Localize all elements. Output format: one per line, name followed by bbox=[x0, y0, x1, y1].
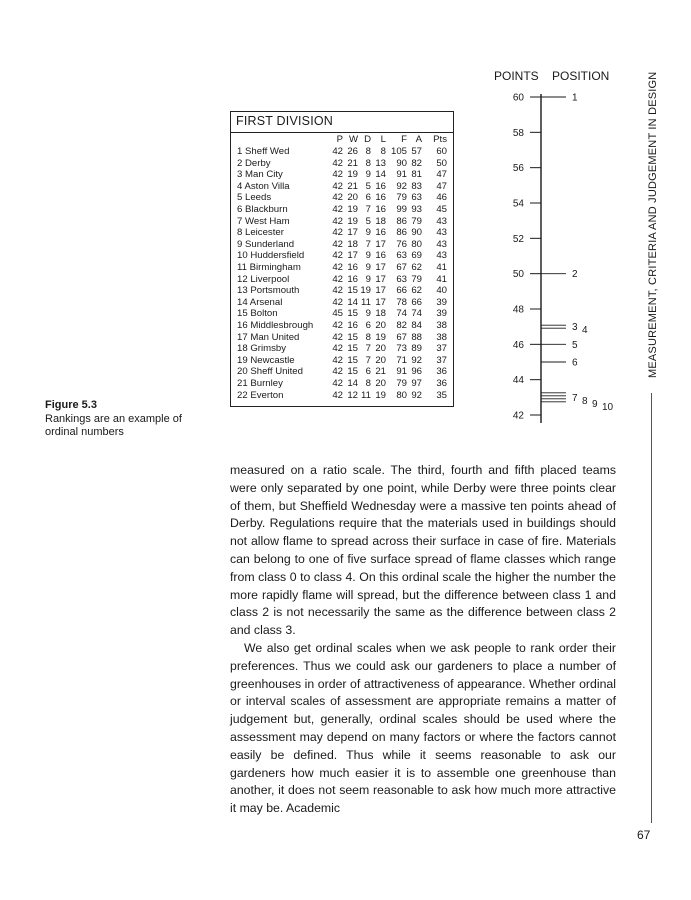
lost-cell: 17 bbox=[375, 296, 386, 308]
lost-cell: 19 bbox=[375, 389, 386, 401]
points-tick-label: 44 bbox=[512, 375, 524, 387]
points-cell: 39 bbox=[436, 296, 447, 308]
points-cell: 36 bbox=[436, 366, 447, 378]
for-cell: 91 bbox=[396, 366, 407, 378]
team-name: 6 Blackburn bbox=[237, 204, 288, 215]
against-cell: 82 bbox=[411, 157, 422, 169]
lost-cell: 13 bbox=[375, 157, 386, 169]
for-cell: 79 bbox=[396, 192, 407, 204]
points-cell: 50 bbox=[436, 157, 447, 169]
table-row bbox=[231, 297, 455, 309]
against-cell: 57 bbox=[411, 146, 422, 157]
position-label: 7 bbox=[572, 392, 578, 404]
team-name: 19 Newcastle bbox=[237, 354, 295, 366]
drawn-cell: 7 bbox=[365, 204, 371, 215]
played-cell: 45 bbox=[332, 308, 343, 320]
points-tick-label: 48 bbox=[512, 304, 524, 316]
against-cell: 90 bbox=[411, 227, 422, 239]
lost-cell: 16 bbox=[375, 192, 386, 204]
won-cell: 16 bbox=[347, 320, 358, 331]
drawn-cell: 8 bbox=[365, 157, 371, 169]
points-cell: 60 bbox=[436, 146, 447, 157]
points-cell: 47 bbox=[436, 169, 447, 181]
table-row bbox=[231, 216, 455, 228]
points-tick-label: 52 bbox=[512, 233, 524, 245]
played-cell: 42 bbox=[332, 378, 343, 389]
played-cell: 42 bbox=[332, 389, 343, 401]
drawn-cell: 5 bbox=[365, 180, 371, 192]
played-cell: 42 bbox=[332, 250, 343, 262]
for-cell: 71 bbox=[396, 354, 407, 366]
table-row bbox=[231, 204, 455, 216]
for-cell: 86 bbox=[396, 215, 407, 227]
against-cell: 92 bbox=[411, 354, 422, 366]
won-cell: 19 bbox=[347, 169, 358, 181]
table-row bbox=[231, 192, 455, 204]
points-cell: 46 bbox=[436, 192, 447, 204]
figure-caption bbox=[45, 399, 195, 440]
won-cell: 17 bbox=[347, 227, 358, 239]
points-axis-label: POINTS bbox=[494, 69, 539, 83]
scale-drawing bbox=[513, 93, 614, 424]
lost-cell: 16 bbox=[375, 204, 386, 215]
col-header-for: F bbox=[401, 134, 407, 145]
won-cell: 14 bbox=[347, 378, 358, 389]
points-cell: 43 bbox=[436, 227, 447, 239]
for-cell: 78 bbox=[396, 296, 407, 308]
table-row bbox=[231, 308, 455, 320]
for-cell: 105 bbox=[390, 146, 407, 157]
points-cell: 43 bbox=[436, 238, 447, 250]
against-cell: 80 bbox=[411, 238, 422, 250]
against-cell: 62 bbox=[411, 262, 422, 273]
lost-cell: 20 bbox=[375, 343, 386, 355]
col-header-against: A bbox=[415, 134, 422, 145]
played-cell: 42 bbox=[332, 180, 343, 192]
for-cell: 92 bbox=[396, 180, 407, 192]
points-cell: 45 bbox=[436, 204, 447, 215]
drawn-cell: 9 bbox=[365, 273, 371, 285]
figure-label: Figure 5.3 bbox=[45, 399, 97, 411]
points-tick-label: 50 bbox=[512, 269, 524, 281]
played-cell: 42 bbox=[332, 227, 343, 239]
for-cell: 63 bbox=[396, 250, 407, 262]
points-cell: 43 bbox=[436, 250, 447, 262]
points-tick-label: 60 bbox=[512, 92, 524, 104]
played-cell: 42 bbox=[332, 204, 343, 215]
team-name: 8 Leicester bbox=[237, 227, 284, 239]
lost-cell: 18 bbox=[375, 215, 386, 227]
side-rule bbox=[651, 393, 652, 823]
col-header-lost: L bbox=[380, 134, 386, 145]
points-tick-label: 58 bbox=[512, 127, 524, 139]
played-cell: 42 bbox=[332, 366, 343, 378]
won-cell: 16 bbox=[347, 262, 358, 273]
won-cell: 16 bbox=[347, 273, 358, 285]
drawn-cell: 9 bbox=[365, 169, 371, 181]
for-cell: 67 bbox=[396, 331, 407, 343]
for-cell: 67 bbox=[396, 262, 407, 273]
for-cell: 76 bbox=[396, 238, 407, 250]
team-name: 15 Bolton bbox=[237, 308, 278, 320]
table-row bbox=[231, 343, 455, 355]
against-cell: 63 bbox=[411, 192, 422, 204]
against-cell: 93 bbox=[411, 204, 422, 215]
position-label: 9 bbox=[592, 398, 598, 410]
table-row bbox=[231, 146, 455, 158]
table-row bbox=[231, 262, 455, 274]
lost-cell: 17 bbox=[375, 285, 386, 297]
position-label: 1 bbox=[572, 92, 578, 104]
table-row bbox=[231, 250, 455, 262]
points-cell: 36 bbox=[436, 378, 447, 389]
lost-cell: 18 bbox=[375, 308, 386, 320]
points-cell: 47 bbox=[436, 180, 447, 192]
team-name: 1 Sheff Wed bbox=[237, 146, 290, 157]
for-cell: 80 bbox=[396, 389, 407, 401]
col-header-drawn: D bbox=[364, 134, 371, 145]
points-cell: 37 bbox=[436, 354, 447, 366]
against-cell: 88 bbox=[411, 331, 422, 343]
won-cell: 14 bbox=[347, 296, 358, 308]
body-paragraph: measured on a ratio scale. The third, fourth and fifth placed teams were only separated by one point, while Derby were three points clear of them, but Sheffield Wednesday were a massive ten points ahead of Derby. Regulations require that the materials used in buildings should not allow flame to spread across their surface in case of fire. Materials can belong to one of five surface spread of flame classes which range from class 0 to class 4. On this ordinal scale the higher the number the more rapidly flame will spread, but the difference between class 1 and class 2 is not necessarily the same as the difference between class 2 and class 3. bbox=[230, 463, 616, 638]
team-name: 20 Sheff United bbox=[237, 366, 303, 378]
drawn-cell: 7 bbox=[365, 238, 371, 250]
won-cell: 19 bbox=[347, 204, 358, 215]
lost-cell: 20 bbox=[375, 320, 386, 331]
points-cell: 38 bbox=[436, 331, 447, 343]
team-name: 7 West Ham bbox=[237, 215, 290, 227]
points-cell: 41 bbox=[436, 273, 447, 285]
team-name: 14 Arsenal bbox=[237, 296, 283, 308]
played-cell: 42 bbox=[332, 192, 343, 204]
drawn-cell: 6 bbox=[365, 192, 371, 204]
drawn-cell: 9 bbox=[365, 308, 371, 320]
played-cell: 42 bbox=[332, 273, 343, 285]
for-cell: 73 bbox=[396, 343, 407, 355]
position-label: 2 bbox=[572, 269, 578, 281]
points-tick-label: 46 bbox=[512, 339, 524, 351]
team-name: 5 Leeds bbox=[237, 192, 272, 204]
lost-cell: 16 bbox=[375, 250, 386, 262]
played-cell: 42 bbox=[332, 320, 343, 331]
team-name: 2 Derby bbox=[237, 157, 271, 169]
points-tick-label: 56 bbox=[512, 163, 524, 175]
won-cell: 15 bbox=[347, 285, 358, 297]
for-cell: 63 bbox=[396, 273, 407, 285]
table-row bbox=[231, 332, 455, 344]
played-cell: 42 bbox=[332, 296, 343, 308]
page-number: 67 bbox=[637, 828, 651, 842]
points-cell: 41 bbox=[436, 262, 447, 273]
against-cell: 74 bbox=[411, 308, 422, 320]
body-paragraph: We also get ordinal scales when we ask people to rank order their preferences. Thus we could ask our gardeners to place a number of greenhouses in order of attractiveness of appearance. Whether ordinal or interval scales of assessment are appropriate remains a matter of judgement but, generally, ordinal scales should be used where the assessment may depend on many factors or where the factors cannot easily be defined. Thus while it seems reasonable to ask our gardeners how much easier it is to assemble one greenhouse than another, it does not seem reasonable to ask how much more attractive it may be. Academic bbox=[230, 640, 616, 816]
lost-cell: 19 bbox=[375, 331, 386, 343]
drawn-cell: 7 bbox=[365, 343, 371, 355]
for-cell: 74 bbox=[396, 308, 407, 320]
played-cell: 42 bbox=[332, 238, 343, 250]
lost-cell: 20 bbox=[375, 378, 386, 389]
against-cell: 83 bbox=[411, 180, 422, 192]
team-name: 16 Middlesbrough bbox=[237, 320, 314, 331]
table-row bbox=[231, 169, 455, 181]
team-name: 4 Aston Villa bbox=[237, 180, 290, 192]
drawn-cell: 6 bbox=[365, 366, 371, 378]
figure-caption-text: Rankings are an example of ordinal numbers bbox=[45, 412, 182, 438]
for-cell: 82 bbox=[396, 320, 407, 331]
played-cell: 42 bbox=[332, 157, 343, 169]
lost-cell: 16 bbox=[375, 227, 386, 239]
body-text bbox=[230, 462, 616, 818]
col-header-points: Pts bbox=[433, 134, 447, 145]
position-label: 10 bbox=[602, 401, 614, 413]
position-label: 8 bbox=[582, 395, 588, 407]
table-row bbox=[231, 274, 455, 286]
team-name: 13 Portsmouth bbox=[237, 285, 300, 297]
table-row bbox=[231, 227, 455, 239]
against-cell: 92 bbox=[411, 389, 422, 401]
team-name: 3 Man City bbox=[237, 169, 283, 181]
against-cell: 97 bbox=[411, 378, 422, 389]
against-cell: 89 bbox=[411, 343, 422, 355]
col-header-played: P bbox=[336, 134, 343, 145]
for-cell: 90 bbox=[396, 157, 407, 169]
won-cell: 21 bbox=[347, 157, 358, 169]
lost-cell: 20 bbox=[375, 354, 386, 366]
for-cell: 99 bbox=[396, 204, 407, 215]
won-cell: 15 bbox=[347, 343, 358, 355]
position-label: 5 bbox=[572, 339, 578, 351]
played-cell: 42 bbox=[332, 331, 343, 343]
lost-cell: 17 bbox=[375, 262, 386, 273]
points-cell: 38 bbox=[436, 320, 447, 331]
against-cell: 96 bbox=[411, 366, 422, 378]
for-cell: 91 bbox=[396, 169, 407, 181]
lost-cell: 17 bbox=[375, 273, 386, 285]
drawn-cell: 8 bbox=[365, 146, 371, 157]
table-row bbox=[231, 390, 455, 402]
team-name: 21 Burnley bbox=[237, 378, 283, 389]
drawn-cell: 11 bbox=[361, 296, 371, 308]
team-name: 11 Birmingham bbox=[237, 262, 301, 273]
drawn-cell: 9 bbox=[365, 262, 371, 273]
drawn-cell: 9 bbox=[365, 227, 371, 239]
against-cell: 62 bbox=[411, 285, 422, 297]
league-table-header-row bbox=[231, 134, 455, 146]
won-cell: 19 bbox=[347, 215, 358, 227]
played-cell: 42 bbox=[332, 215, 343, 227]
won-cell: 15 bbox=[347, 308, 358, 320]
table-row bbox=[231, 320, 455, 332]
drawn-cell: 6 bbox=[365, 320, 371, 331]
drawn-cell: 11 bbox=[361, 389, 371, 401]
table-row bbox=[231, 158, 455, 170]
lost-cell: 8 bbox=[380, 146, 386, 157]
team-name: 9 Sunderland bbox=[237, 238, 295, 250]
played-cell: 42 bbox=[332, 343, 343, 355]
team-name: 18 Grimsby bbox=[237, 343, 287, 355]
team-name: 17 Man United bbox=[237, 331, 300, 343]
for-cell: 86 bbox=[396, 227, 407, 239]
played-cell: 42 bbox=[332, 354, 343, 366]
for-cell: 66 bbox=[396, 285, 407, 297]
won-cell: 15 bbox=[347, 331, 358, 343]
table-row bbox=[231, 181, 455, 193]
lost-cell: 17 bbox=[375, 238, 386, 250]
table-row bbox=[231, 285, 455, 297]
played-cell: 42 bbox=[332, 169, 343, 181]
against-cell: 79 bbox=[411, 215, 422, 227]
played-cell: 42 bbox=[332, 262, 343, 273]
won-cell: 17 bbox=[347, 250, 358, 262]
against-cell: 84 bbox=[411, 320, 422, 331]
points-cell: 43 bbox=[436, 215, 447, 227]
against-cell: 81 bbox=[411, 169, 422, 181]
won-cell: 15 bbox=[347, 354, 358, 366]
played-cell: 42 bbox=[332, 146, 343, 157]
against-cell: 79 bbox=[411, 273, 422, 285]
table-row bbox=[231, 355, 455, 367]
won-cell: 26 bbox=[347, 146, 358, 157]
won-cell: 21 bbox=[347, 180, 358, 192]
position-label: 6 bbox=[572, 357, 578, 369]
against-cell: 66 bbox=[411, 296, 422, 308]
points-cell: 39 bbox=[436, 308, 447, 320]
league-table bbox=[230, 111, 454, 407]
table-row bbox=[231, 366, 455, 378]
team-name: 12 Liverpool bbox=[237, 273, 290, 285]
position-axis-label: POSITION bbox=[552, 69, 610, 83]
running-head: MEASUREMENT, CRITERIA AND JUDGEMENT IN DESIGN bbox=[647, 71, 659, 378]
lost-cell: 16 bbox=[375, 180, 386, 192]
won-cell: 15 bbox=[347, 366, 358, 378]
played-cell: 42 bbox=[332, 285, 343, 297]
lost-cell: 14 bbox=[375, 169, 386, 181]
points-cell: 35 bbox=[436, 389, 447, 401]
drawn-cell: 9 bbox=[365, 250, 371, 262]
drawn-cell: 5 bbox=[365, 215, 371, 227]
points-tick-label: 42 bbox=[512, 410, 524, 422]
table-row bbox=[231, 239, 455, 251]
table-row bbox=[231, 378, 455, 390]
drawn-cell: 7 bbox=[365, 354, 371, 366]
team-name: 22 Everton bbox=[237, 389, 284, 401]
drawn-cell: 19 bbox=[360, 285, 371, 297]
position-label: 4 bbox=[582, 325, 588, 337]
points-position-scale bbox=[490, 62, 635, 432]
for-cell: 79 bbox=[396, 378, 407, 389]
league-table-title-divider bbox=[231, 132, 453, 133]
position-label: 3 bbox=[572, 322, 578, 334]
drawn-cell: 8 bbox=[365, 378, 371, 389]
won-cell: 18 bbox=[347, 238, 358, 250]
points-tick-label: 54 bbox=[512, 198, 524, 210]
lost-cell: 21 bbox=[375, 366, 386, 378]
points-cell: 40 bbox=[436, 285, 447, 297]
team-name: 10 Huddersfield bbox=[237, 250, 305, 262]
drawn-cell: 8 bbox=[365, 331, 371, 343]
against-cell: 69 bbox=[411, 250, 422, 262]
col-header-won: W bbox=[348, 134, 358, 145]
won-cell: 12 bbox=[347, 389, 358, 401]
points-cell: 37 bbox=[436, 343, 447, 355]
won-cell: 20 bbox=[347, 192, 358, 204]
league-table-title: FIRST DIVISION bbox=[236, 114, 334, 128]
